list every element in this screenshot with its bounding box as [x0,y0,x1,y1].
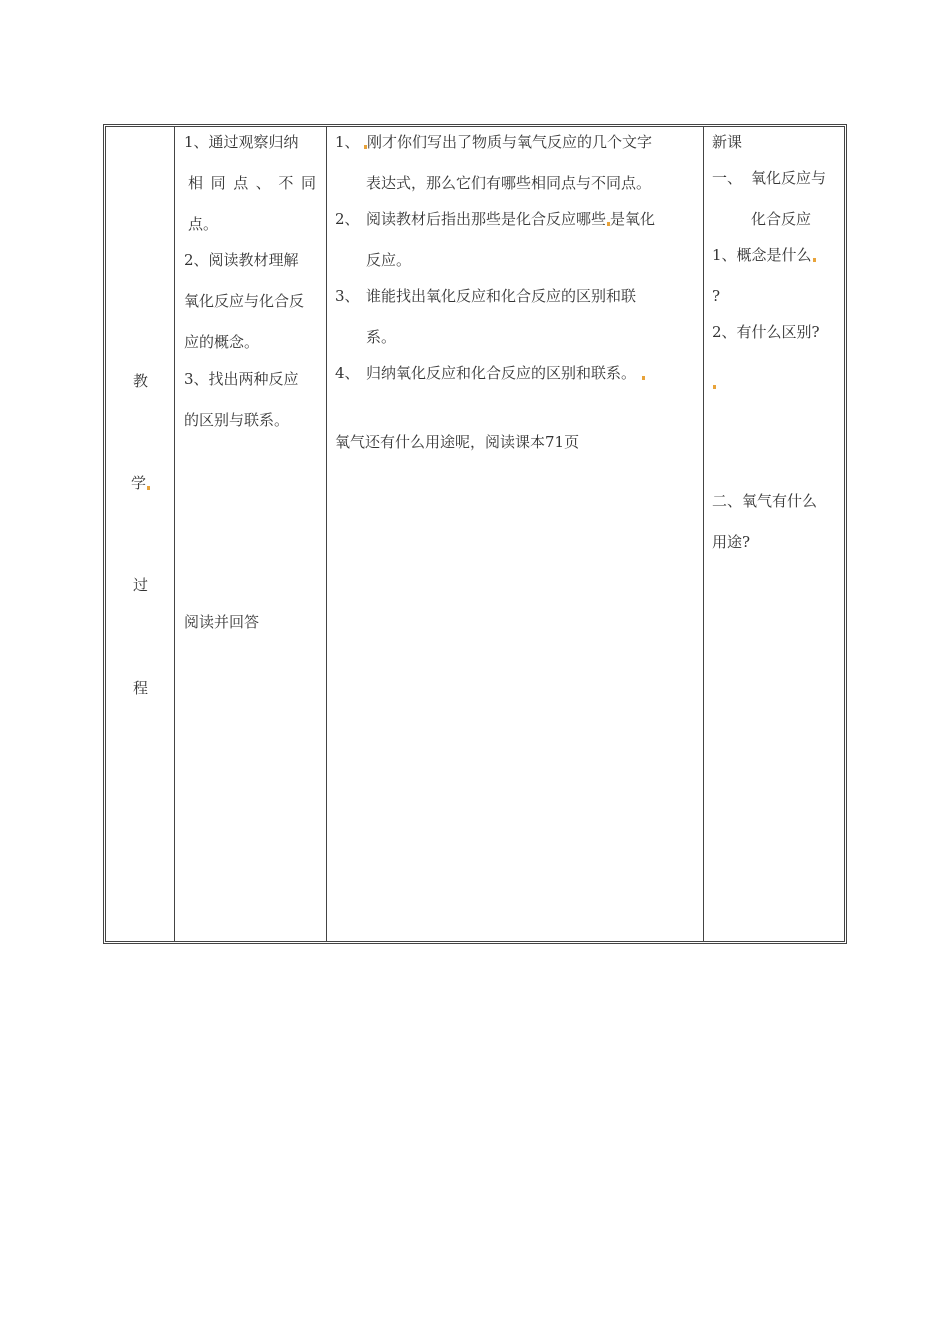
activity-text: 反应。 [366,251,412,269]
notes-mark [712,372,716,392]
objective-text: 1、通过观察归纳 [184,133,299,151]
notes-section-title: 用途? [712,533,751,551]
activity-number: 3、 [335,287,360,305]
activity-text: 刚才你们写出了物质与氧气反应的几个文字 [363,132,652,152]
stage-char: 学 [106,472,175,493]
edit-mark-icon [713,385,716,389]
activity-text: 归纳氧化反应和化合反应的区别和联系。 [366,363,645,383]
objective-text: 相 同 点 、 不 同 [188,174,316,192]
edit-mark-icon [813,258,816,262]
activities-column [327,127,704,941]
notes-column [704,127,844,941]
stage-char: 程 [132,679,148,697]
notes-section-title: 二、氧气有什么 [712,492,818,510]
objective-text: 3、找出两种反应 [184,370,299,388]
activity-number: 2、 [335,210,360,228]
objective-text: 氧化反应与化合反 [184,292,305,310]
objective-text: 2、阅读教材理解 [184,251,299,269]
activity-number: 1、 [335,133,360,151]
activity-text: 阅读教材后指出那些是化合反应哪些 是氧化 [366,210,656,228]
objective-text: 应的概念。 [184,333,260,351]
objective-text: 点。 [188,215,219,233]
notes-section-title: 化合反应 [751,210,812,228]
notes-heading: 新课 [712,133,743,151]
usage-question-text: 氧气还有什么用途呢，阅读课本71页 [335,433,580,451]
student-action-text: 阅读并回答 [184,613,260,631]
edit-mark-icon [147,486,150,490]
notes-section-number: 一、 [712,169,743,187]
activity-text: 系。 [366,328,397,346]
notes-question: 2、有什么区别? [712,323,820,341]
objectives-column [175,127,327,941]
stage-char: 教 [132,372,148,390]
notes-question: ? [712,287,721,305]
activity-text: 谁能找出氧化反应和化合反应的区别和联 [366,287,637,305]
stage-char: 过 [132,576,148,594]
edit-mark-icon [642,376,645,380]
objective-text: 的区别与联系。 [184,411,290,429]
stage-column [106,127,175,941]
activity-number: 4、 [335,364,360,382]
lesson-plan-table [103,124,847,944]
activity-text: 表达式，那么它们有哪些相同点与不同点。 [366,174,652,192]
notes-section-title: 氧化反应与 [751,169,827,187]
notes-question: 1、概念是什么 [712,245,816,265]
